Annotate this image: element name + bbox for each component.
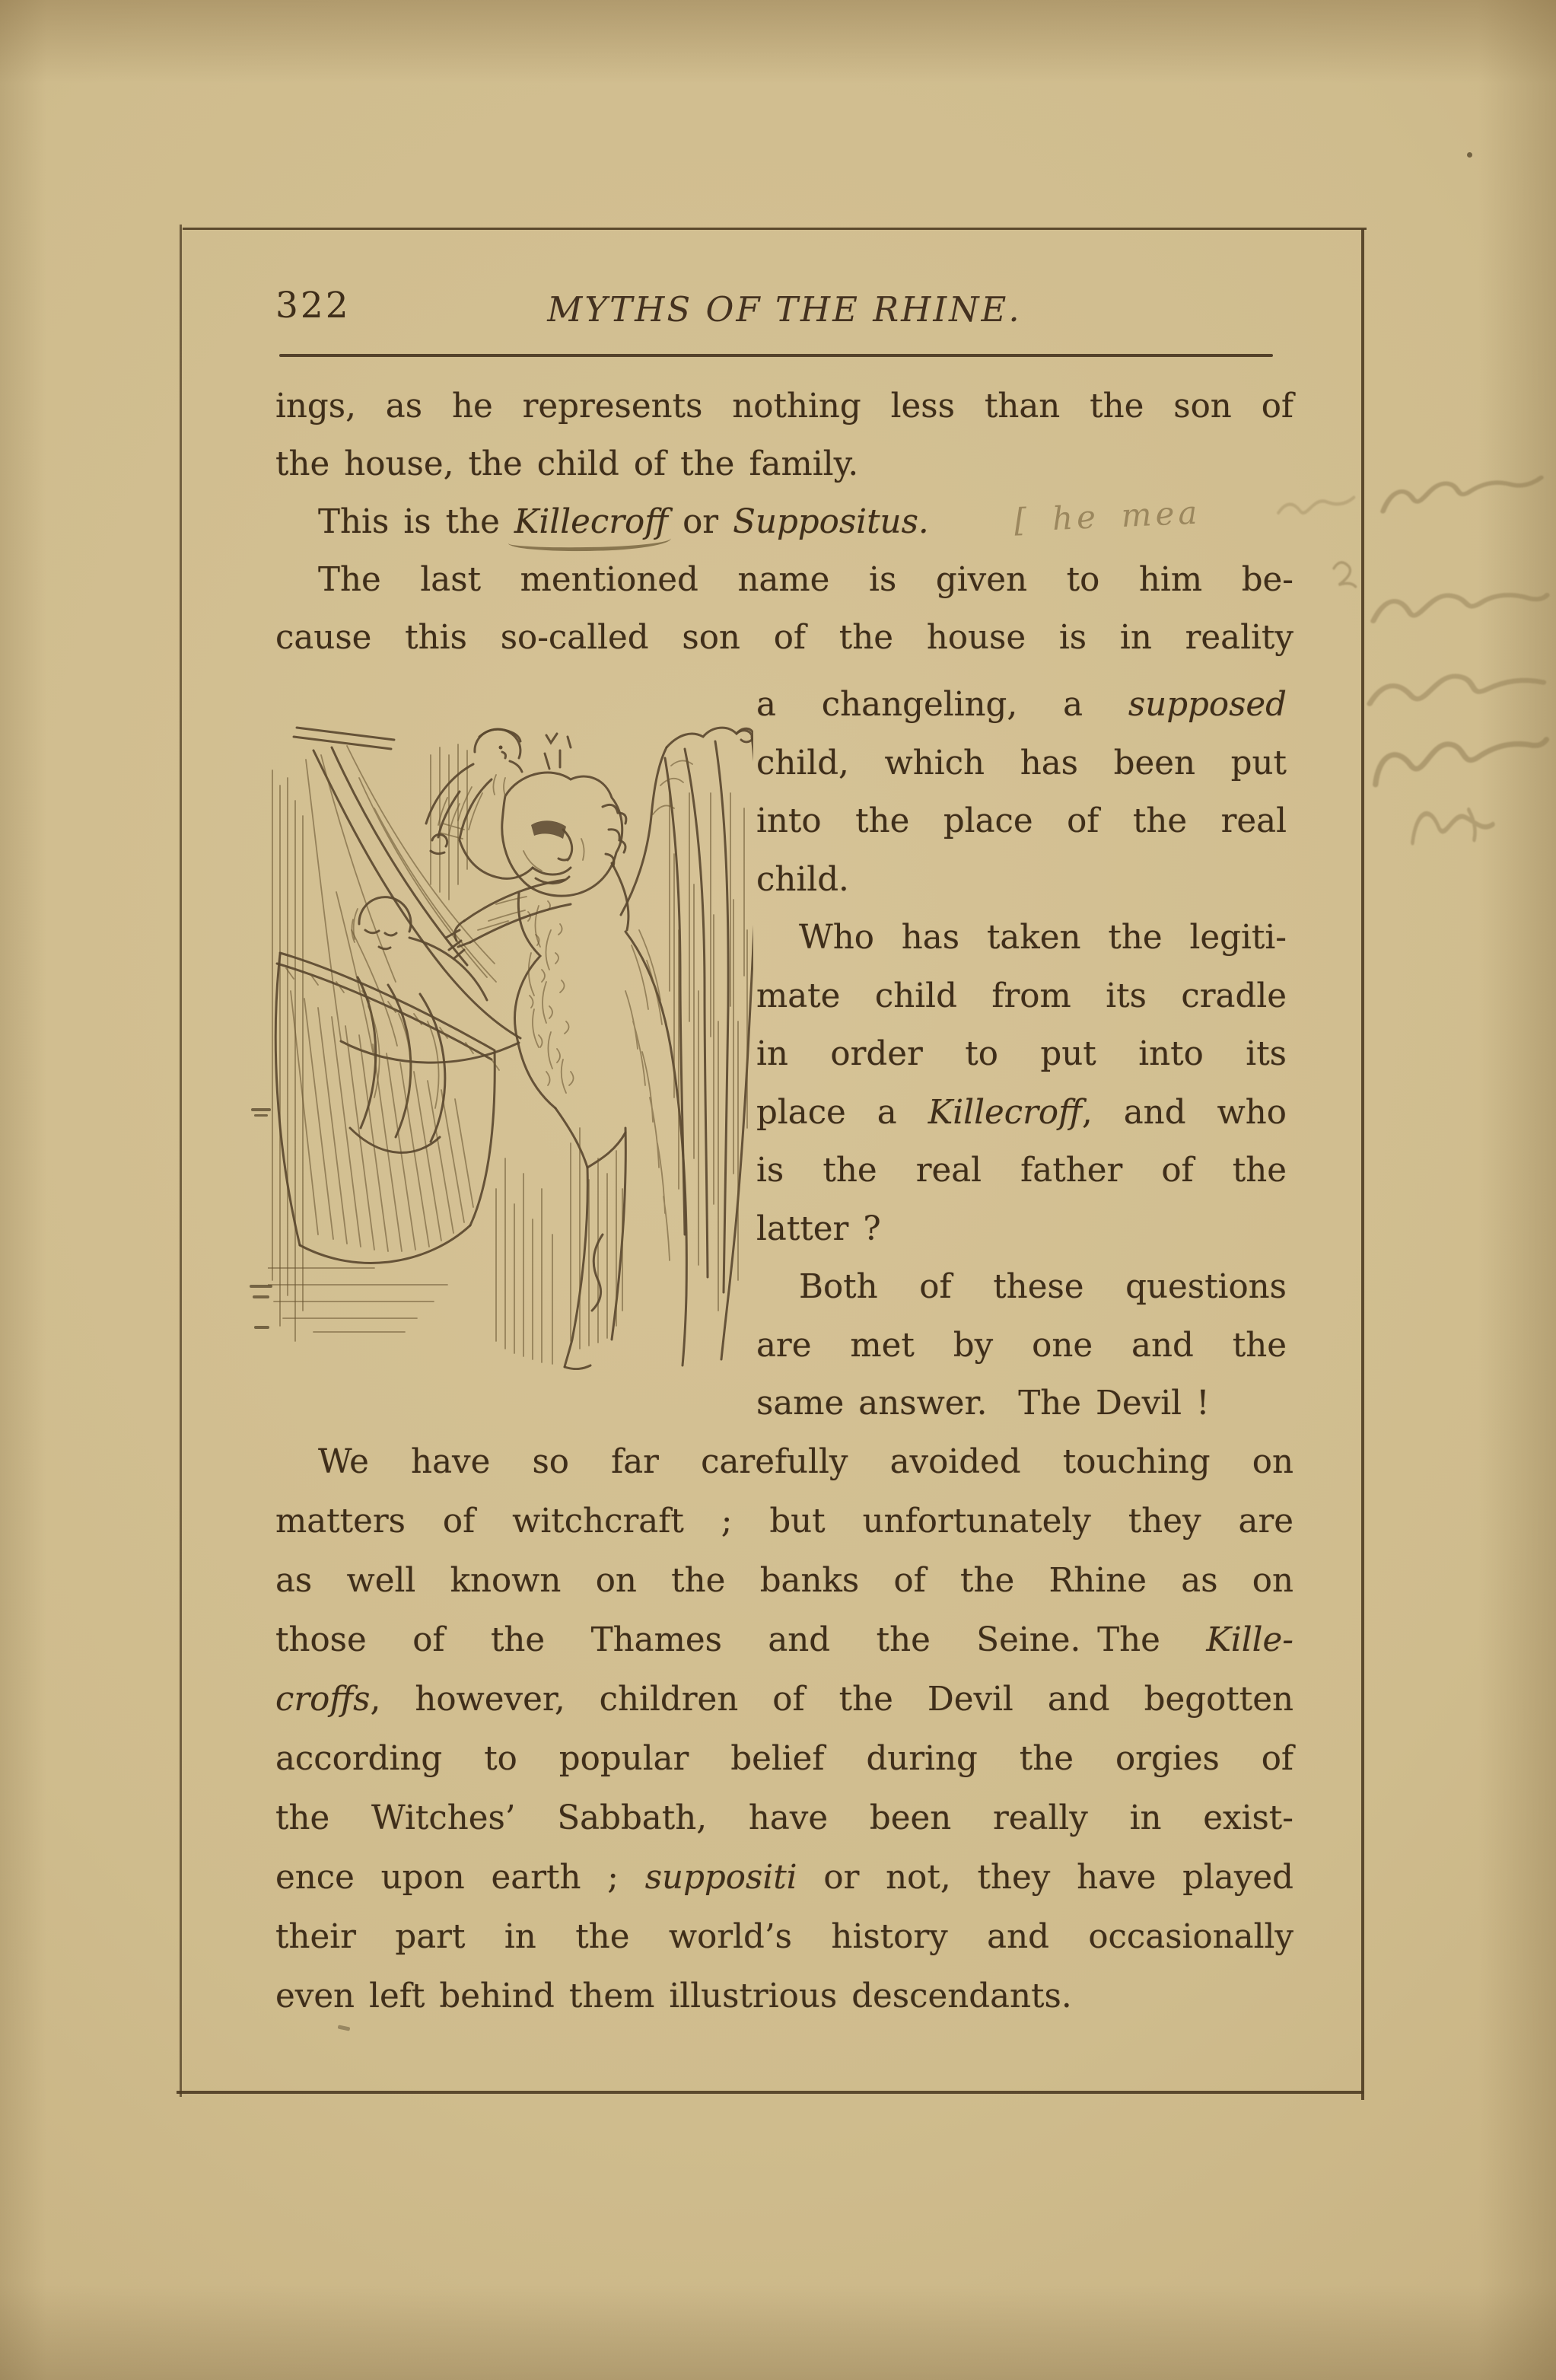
text-segment: or: [668, 503, 733, 541]
text-line: [756, 1025, 1287, 1084]
text-segment: supposed: [1128, 686, 1287, 724]
text-line: [756, 734, 1287, 793]
text-segment: same answer. The Devil !: [756, 1384, 1210, 1423]
text-line: [275, 1729, 1293, 1789]
margin-scribble: [1271, 483, 1364, 524]
text-segment: a changeling, a: [756, 686, 1128, 724]
text-segment: the Witches’ Sabbath, have been really in exist-: [275, 1799, 1293, 1837]
paragraphs-lower: [275, 1432, 1293, 2026]
margin-scribble: [1399, 792, 1518, 853]
text-segment: child, which has been put: [756, 744, 1287, 782]
text-segment: child.: [756, 860, 849, 899]
page-frame-top-border: [183, 228, 1367, 230]
text-segment: in order to put into its: [756, 1035, 1287, 1073]
stray-engraving-stroke: [253, 1295, 269, 1298]
text-segment: suppositi: [644, 1859, 797, 1897]
text-line: [756, 851, 1287, 910]
margin-scribble: [1372, 460, 1551, 524]
paragraphs-upper: [275, 378, 1293, 667]
text-line: [275, 493, 1293, 551]
margin-pencil-mark: [1325, 556, 1359, 592]
text-segment: are met by one and the: [756, 1326, 1287, 1365]
text-segment: latter ?: [756, 1209, 881, 1248]
text-segment: mate child from its cradle: [756, 977, 1287, 1015]
pencil-underlined-word: Killecroff: [514, 503, 669, 541]
page-number: 322: [275, 285, 351, 327]
stray-ink-dot: [1467, 152, 1472, 158]
text-line: [756, 1317, 1287, 1375]
text-segment: croffs: [275, 1681, 371, 1719]
devil-changeling-illustration: [268, 702, 753, 1370]
text-segment: those of the Thames and the Seine. The: [275, 1621, 1207, 1659]
text-line: [275, 1848, 1293, 1907]
text-segment: the house, the child of the family.: [275, 445, 859, 483]
text-line: [275, 1670, 1293, 1729]
stray-engraving-stroke: [250, 1285, 272, 1288]
text-segment: matters of witchcraft ; but unfortunately they are: [275, 1502, 1293, 1540]
text-segment: according to popular belief during the orgies of: [275, 1740, 1293, 1778]
text-segment: or not, they have played: [797, 1859, 1293, 1897]
text-segment: cause this so-called son of the house is in reality: [275, 619, 1293, 657]
text-line: [275, 551, 1293, 609]
text-line: [756, 676, 1287, 734]
text-line: [275, 1611, 1293, 1670]
text-segment: ence upon earth ;: [275, 1859, 645, 1897]
stray-engraving-stroke: [254, 1114, 268, 1117]
paragraphs-beside-illustration: [756, 676, 1287, 1433]
text-segment: This is the: [318, 503, 514, 541]
text-line: [275, 609, 1293, 667]
text-segment: Suppositus.: [733, 503, 929, 541]
text-line: [756, 1258, 1287, 1317]
text-line: [756, 967, 1287, 1026]
text-line: [756, 1142, 1287, 1200]
text-segment: Both of these questions: [799, 1268, 1287, 1306]
handwritten-annotation: [ he mea: [1013, 493, 1202, 540]
text-segment: their part in the world’s history and occasionally: [275, 1918, 1293, 1956]
text-line: [756, 1375, 1287, 1433]
text-line: [275, 1432, 1293, 1492]
text-line: [275, 435, 1293, 493]
text-segment: ings, as he represents nothing less than the son of: [275, 387, 1293, 425]
running-title: MYTHS OF THE RHINE.: [547, 289, 1022, 330]
margin-scribble: [1367, 569, 1552, 631]
stray-engraving-stroke: [254, 1326, 269, 1329]
text-segment: The last mentioned name is given to him be-: [318, 561, 1293, 599]
text-line: [756, 1200, 1287, 1259]
text-segment: is the real father of the: [756, 1152, 1287, 1190]
text-line: [275, 1551, 1293, 1611]
text-segment: , and who: [1081, 1093, 1287, 1132]
text-segment: Kille-: [1206, 1621, 1293, 1659]
text-segment: even left behind them illustrious descendants.: [275, 1977, 1072, 2015]
text-line: [756, 909, 1287, 967]
text-line: [756, 792, 1287, 851]
text-segment: Killecroff: [928, 1093, 1082, 1132]
text-segment: Who has taken the legiti-: [799, 919, 1287, 957]
text-segment: as well known on the banks of the Rhine as on: [275, 1562, 1293, 1600]
text-segment: into the place of the real: [756, 802, 1287, 840]
margin-scribble: [1362, 718, 1555, 800]
page-frame-bottom-border: [177, 2091, 1363, 2094]
text-line: [275, 378, 1293, 435]
text-line: [756, 1084, 1287, 1142]
margin-scribble: [1358, 649, 1553, 721]
text-segment: We have so far carefully avoided touching on: [318, 1443, 1293, 1481]
text-line: [275, 1789, 1293, 1848]
text-line: [275, 1967, 1293, 2026]
page-frame-left-border: [180, 225, 182, 2097]
text-segment: , however, children of the Devil and begotten: [370, 1681, 1293, 1719]
header-rule: [279, 354, 1273, 357]
stray-engraving-stroke: [251, 1108, 271, 1111]
text-line: [275, 1492, 1293, 1551]
text-segment: place a: [756, 1093, 928, 1132]
text-line: [275, 1907, 1293, 1967]
